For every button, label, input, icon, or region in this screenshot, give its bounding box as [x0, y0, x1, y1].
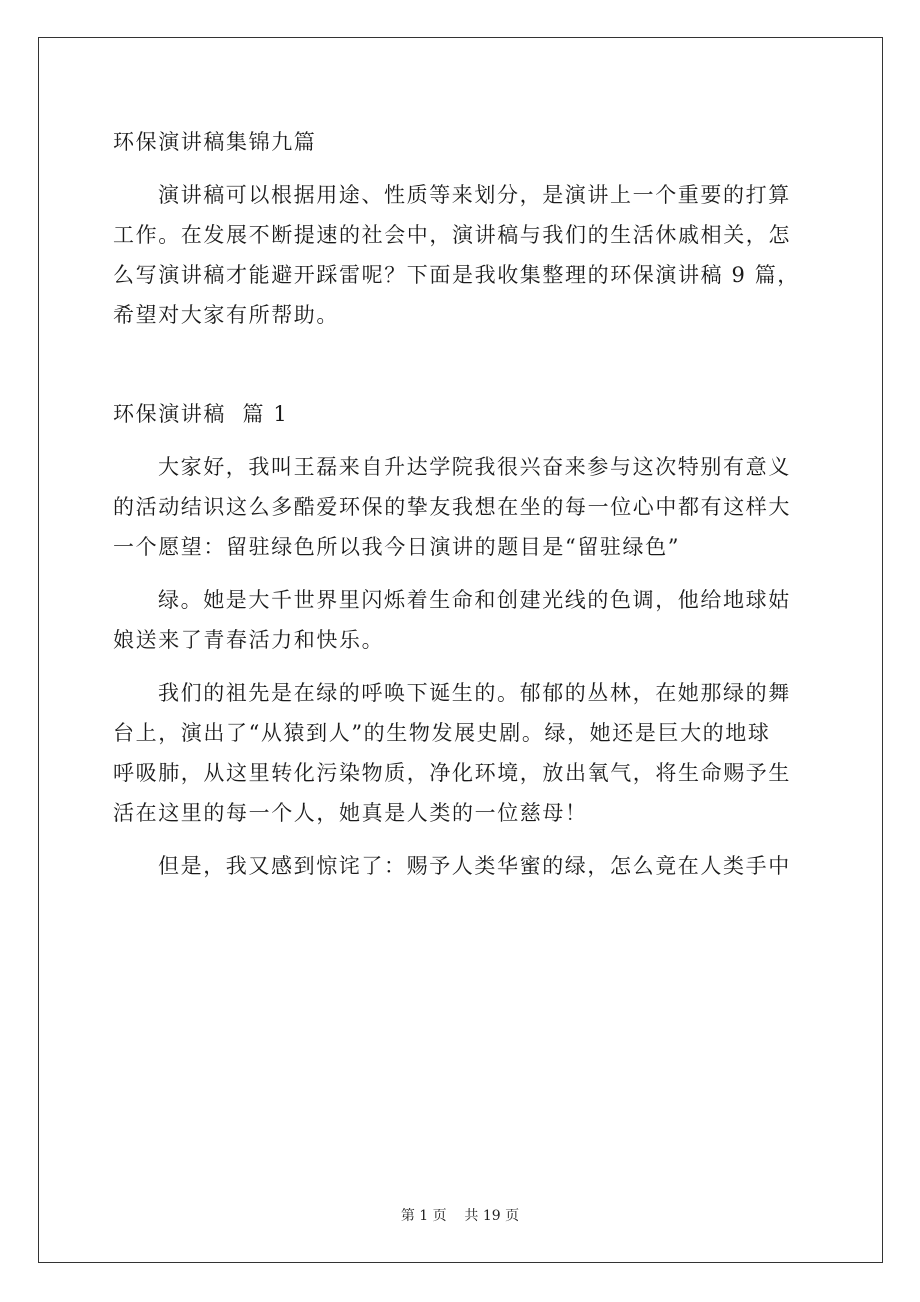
spacer: [113, 335, 810, 394]
intro-paragraph: [113, 175, 810, 335]
paragraph-line: 工作。在发展不断提速的社会中，演讲稿与我们的生活休戚相关，怎: [113, 223, 791, 247]
paragraph-line: 大家好，我叫王磊来自升达学院我很兴奋来参与这次特别有意义: [158, 455, 791, 479]
paragraph-line: 么写演讲稿才能避开踩雷呢？下面是我收集整理的环保演讲稿 9 篇，: [113, 263, 800, 287]
paragraph-line: 一个愿望：留驻绿色所以我今日演讲的题目是“留驻绿色”: [113, 535, 681, 559]
paragraph-line: 希望对大家有所帮助。: [113, 303, 339, 327]
spacer: [113, 162, 810, 175]
spacer: [113, 833, 810, 846]
paragraph-3: [113, 673, 810, 833]
paragraph-line: 我们的祖先是在绿的呼唤下诞生的。郁郁的丛林，在她那绿的舞: [158, 681, 791, 705]
page-footer: 第 1 页 共 19 页: [400, 1208, 520, 1224]
paragraph-2: [113, 580, 810, 660]
paragraph-line: 活在这里的每一个人，她真是人类的一位慈母！: [113, 801, 588, 825]
paragraph-line: 台上，演出了“从猿到人”的生物发展史剧。绿，她还是巨大的地球: [113, 721, 771, 745]
section-heading: 环保演讲稿 篇 1: [113, 402, 289, 426]
spacer: [113, 434, 810, 447]
spacer: [113, 660, 810, 673]
paragraph-line: 娘送来了青春活力和快乐。: [113, 628, 385, 652]
document-title: 环保演讲稿集锦九篇: [113, 130, 317, 154]
paragraph-line: 绿。她是大千世界里闪烁着生命和创建光线的色调，他给地球姑: [158, 588, 791, 612]
paragraph-1: [113, 447, 810, 567]
paragraph-line: 的活动结识这么多酷爱环保的挚友我想在坐的每一位心中都有这样大: [113, 495, 791, 519]
document-body: [113, 122, 810, 886]
paragraph-line: 但是，我又感到惊诧了：赐予人类华蜜的绿，怎么竟在人类手中: [158, 854, 791, 878]
paragraph-line: 演讲稿可以根据用途、性质等来划分，是演讲上一个重要的打算: [158, 183, 791, 207]
paragraph-line: 呼吸肺，从这里转化污染物质，净化环境，放出氧气，将生命赐予生: [113, 761, 791, 785]
spacer: [113, 567, 810, 580]
paragraph-4: [113, 846, 810, 886]
